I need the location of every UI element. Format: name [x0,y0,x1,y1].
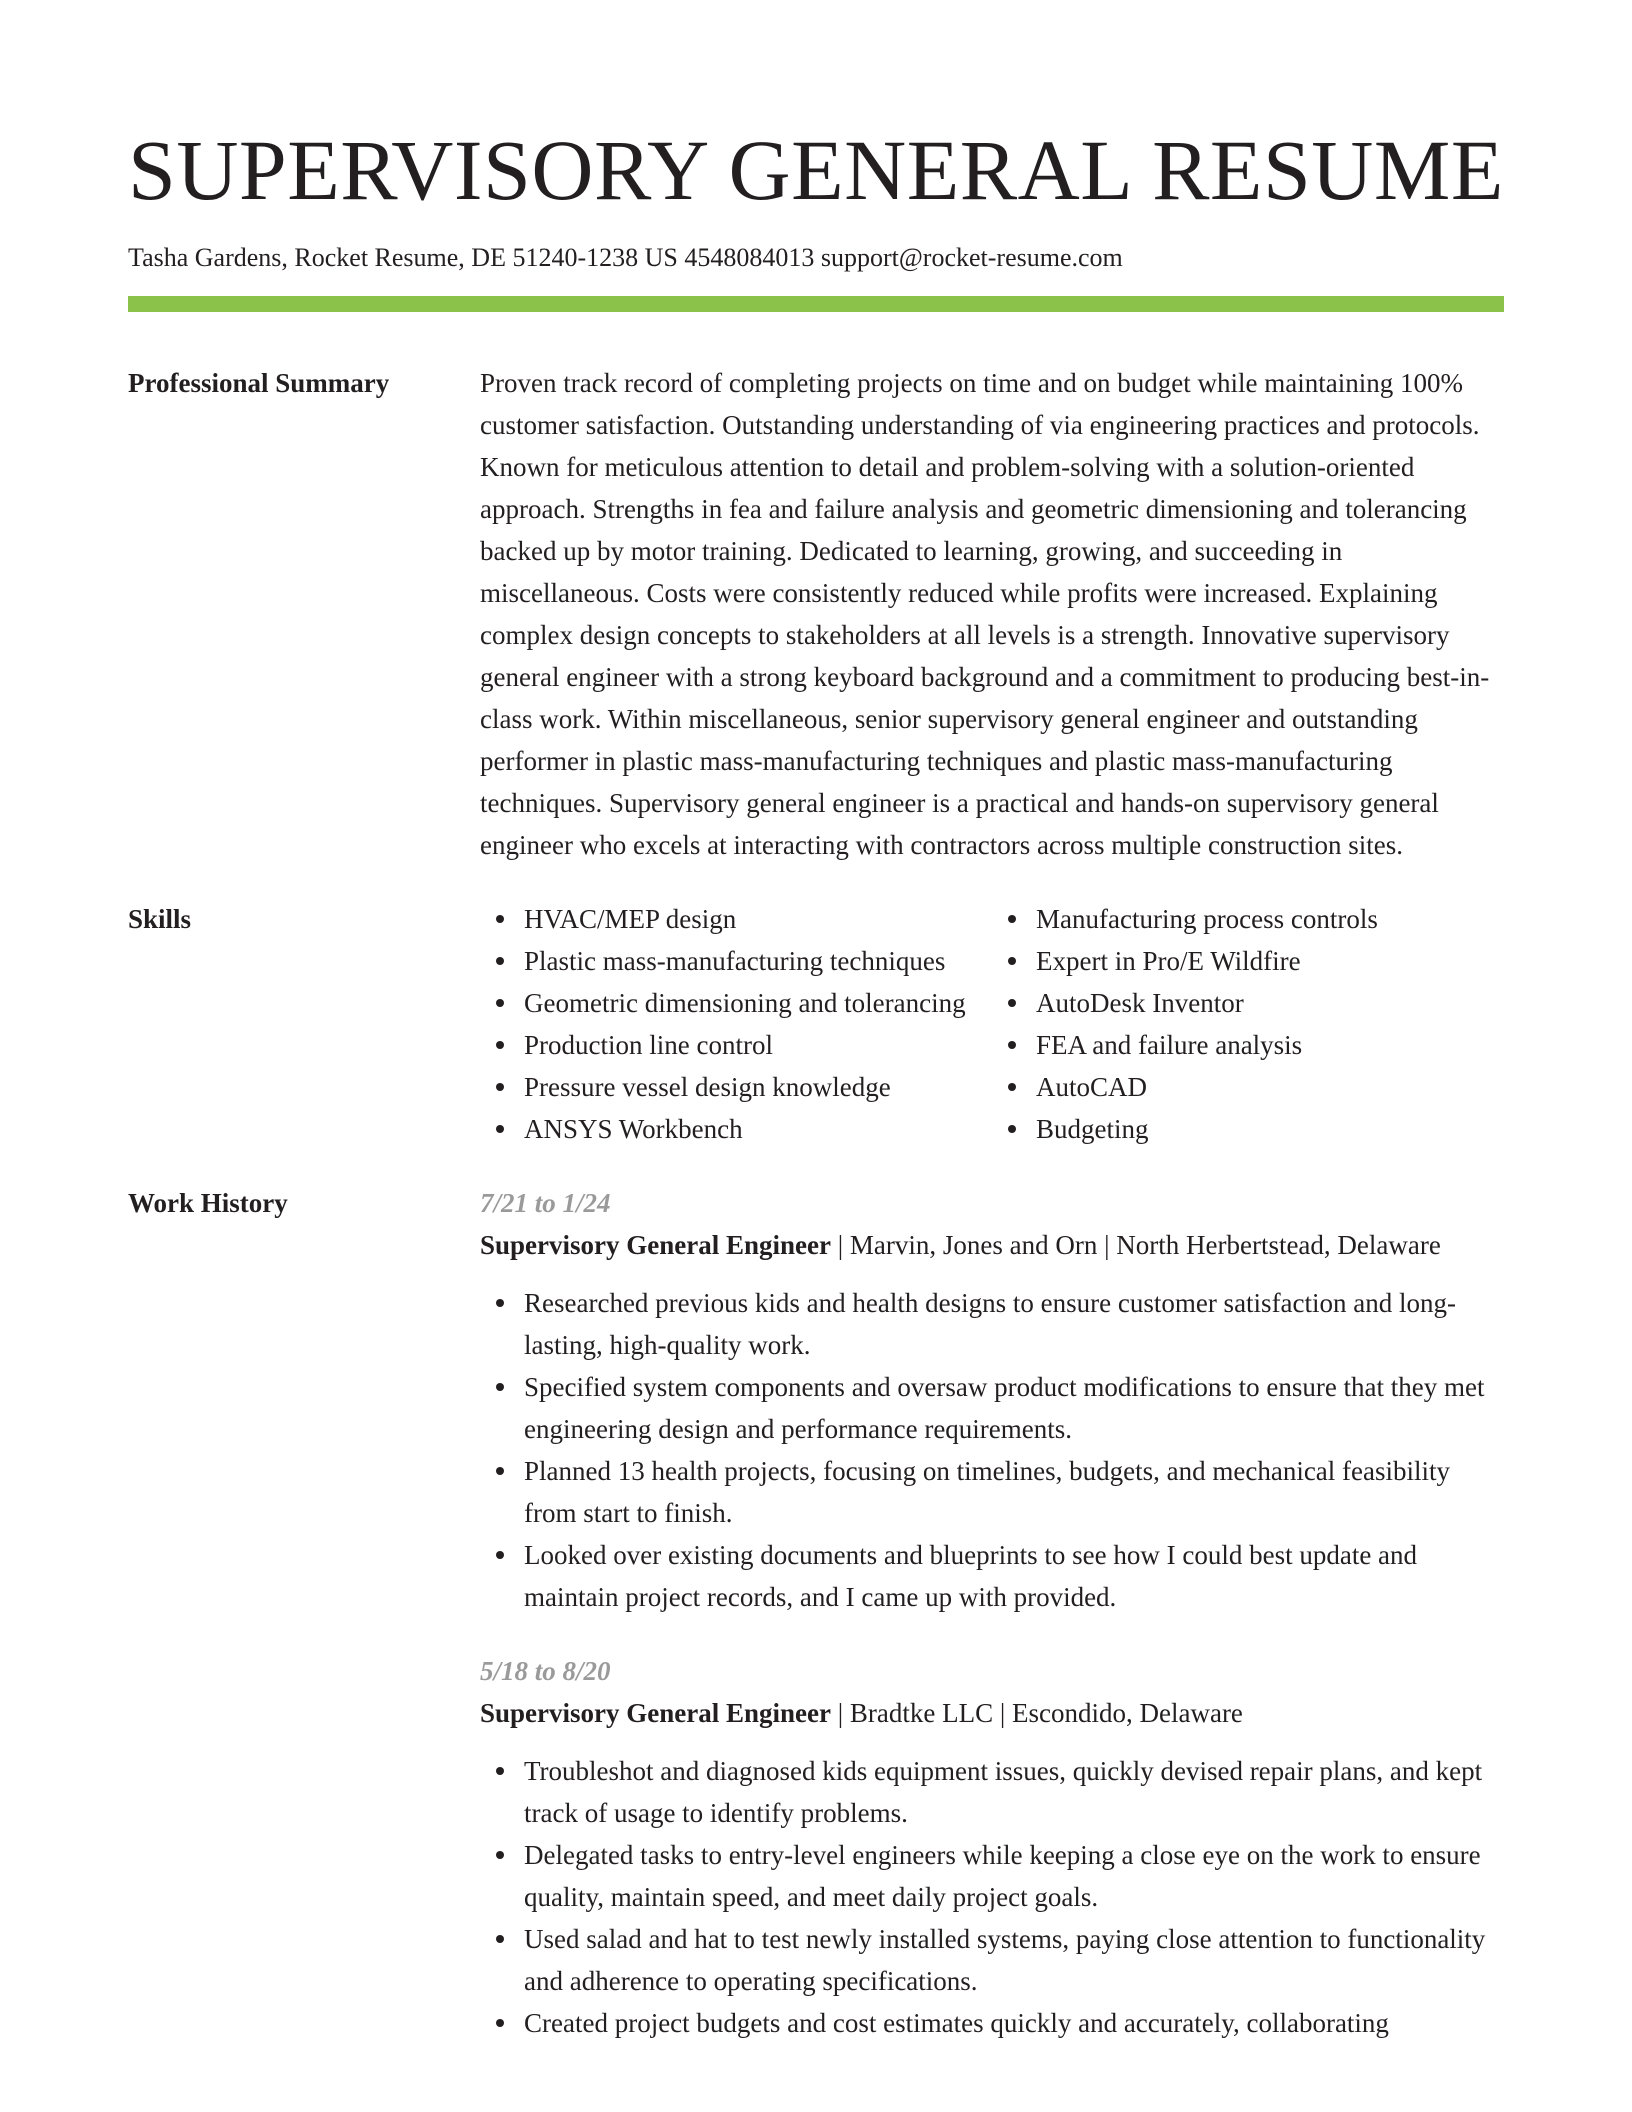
contact-line: Tasha Gardens, Rocket Resume, DE 51240-1238 US 4548084013 support@rocket-resume.com [128,243,1123,272]
skill-item: Manufacturing process controls [1036,898,1504,940]
skills-section [128,898,1504,1150]
job-bullets [480,1282,1504,1618]
summary-section [128,362,1504,866]
skills-list-left [480,898,992,1150]
job-bullet: Troubleshot and diagnosed kids equipment issues, quickly devised repair plans, and kept track of usage to identify problems. [524,1750,1504,1834]
accent-divider [128,296,1504,312]
skill-item: Production line control [524,1024,992,1066]
job-bullets [480,1750,1504,2044]
job-entry [480,1650,1504,2044]
job-bullet: Researched previous kids and health designs to ensure customer satisfaction and long-lasting, high-quality work. [524,1282,1504,1366]
job-header [480,1224,1504,1266]
summary-text: Proven track record of completing projects on time and on budget while maintaining 100% customer satisfaction. Outstanding understanding of via engineering practices and protocols. Known for meticulous attention to detail and problem-solving with a solution-oriented approach. Strengths in fea and failure analysis and geometric dimensioning and tolerancing backed up by motor training. Dedicated to learning, growing, and succeeding in miscellaneous. Costs were consistently reduced while profits were increased. Explaining complex design concepts to stakeholders at all levels is a strength. Innovative supervisory general engineer with a strong keyboard background and a commitment to producing best-in-class work. Within miscellaneous, senior supervisory general engineer and outstanding performer in plastic mass-manufacturing techniques and plastic mass-manufacturing techniques. Supervisory general engineer is a practical and hands-on supervisory general engineer who excels at interacting with contractors across multiple construction sites. [480,368,1490,860]
resume-page [128,0,1504,2076]
resume-title: SUPERVISORY GENERAL RESUME [128,122,1504,218]
skill-item: Budgeting [1036,1108,1504,1150]
skill-item: FEA and failure analysis [1036,1024,1504,1066]
work-history-heading: Work History [128,1188,288,1218]
skill-item: AutoCAD [1036,1066,1504,1108]
job-bullet: Specified system components and oversaw product modifications to ensure that they met engineering design and performance requirements. [524,1366,1504,1450]
job-bullet: Delegated tasks to entry-level engineers while keeping a close eye on the work to ensure quality, maintain speed, and meet daily project goals. [524,1834,1504,1918]
job-entry [480,1182,1504,1618]
job-title: Supervisory General Engineer [480,1230,831,1260]
job-employer: | Marvin, Jones and Orn | North Herbertstead, Delaware [830,1230,1441,1260]
skill-item: AutoDesk Inventor [1036,982,1504,1024]
skill-item: Expert in Pro/E Wildfire [1036,940,1504,982]
skills-heading: Skills [128,904,192,934]
skills-list-right [992,898,1504,1150]
work-history-section [128,1182,1504,2076]
skill-item: Pressure vessel design knowledge [524,1066,992,1108]
job-employer: | Bradtke LLC | Escondido, Delaware [830,1698,1243,1728]
skill-item: Geometric dimensioning and tolerancing [524,982,992,1024]
skill-item: HVAC/MEP design [524,898,992,940]
job-header [480,1692,1504,1734]
job-dates: 7/21 to 1/24 [480,1188,611,1218]
job-bullet: Looked over existing documents and blueprints to see how I could best update and maintain project records, and I came up with provided. [524,1534,1504,1618]
skill-item: Plastic mass-manufacturing techniques [524,940,992,982]
job-bullet: Created project budgets and cost estimates quickly and accurately, collaborating [524,2002,1504,2044]
job-title: Supervisory General Engineer [480,1698,831,1728]
job-bullet: Used salad and hat to test newly installed systems, paying close attention to functionality and adherence to operating specifications. [524,1918,1504,2002]
job-bullet: Planned 13 health projects, focusing on timelines, budgets, and mechanical feasibility from start to finish. [524,1450,1504,1534]
skill-item: ANSYS Workbench [524,1108,992,1150]
summary-heading: Professional Summary [128,368,390,398]
job-dates: 5/18 to 8/20 [480,1656,611,1686]
